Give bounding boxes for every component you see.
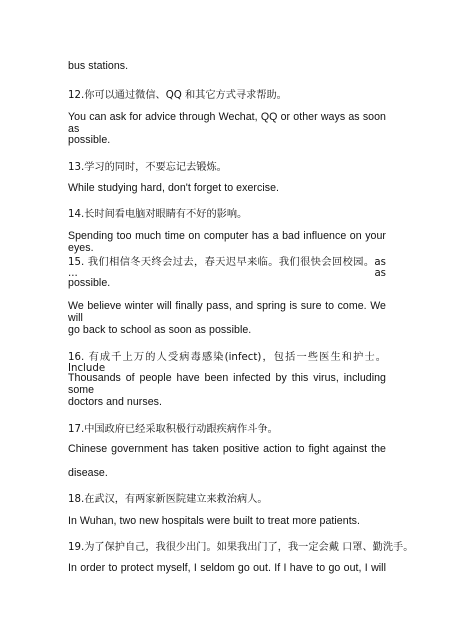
text-line: disease. — [68, 467, 108, 479]
english-translation-17: Chinese government has taken positive action to fight against the — [68, 443, 386, 455]
chinese-sentence-19: 19.为了保护自己，我很少出门。如果我出门了，我一定会戴 口罩、勤洗手。 — [68, 542, 414, 553]
chinese-sentence-14: 14.长时间看电脑对眼睛有不好的影响。 — [68, 209, 248, 220]
english-translation-13: While studying hard, don't forget to exercise. — [68, 182, 280, 194]
text-line: go back to school as soon as possible. — [68, 324, 252, 336]
english-translation-12: You can ask for advice through Wechat, QQ or other ways as soon as — [68, 111, 386, 135]
text-line: doctors and nurses. — [68, 396, 162, 408]
english-translation-19: In order to protect myself, I seldom go out. If I have to go out, I will — [68, 562, 386, 574]
chinese-sentence-16: 16. 有成千上万的人受病毒感染(infect)，包括一些医生和护士。Include — [68, 352, 386, 374]
chinese-sentence-15: 15. 我们相信冬天终会过去，春天迟早来临。我们很快会回校园。as ... as — [68, 257, 386, 279]
english-translation-16: Thousands of people have been infected by this virus, including some — [68, 372, 386, 396]
chinese-sentence-18: 18.在武汉，有两家新医院建立来救治病人。 — [68, 494, 268, 505]
chinese-sentence-17: 17.中国政府已经采取积极行动跟疾病作斗争。 — [68, 424, 278, 435]
text-line: bus stations. — [68, 60, 129, 72]
english-translation-15: We believe winter will finally pass, and spring is sure to come. We will — [68, 300, 386, 324]
text-line: possible. — [68, 134, 111, 146]
chinese-sentence-12: 12.你可以通过微信、QQ 和其它方式寻求帮助。 — [68, 90, 287, 101]
english-translation-18: In Wuhan, two new hospitals were built to treat more patients. — [68, 515, 361, 527]
chinese-sentence-13: 13.学习的同时，不要忘记去锻炼。 — [68, 162, 227, 173]
text-line: possible. — [68, 277, 111, 289]
english-translation-14: Spending too much time on computer has a bad influence on your eyes. — [68, 230, 386, 254]
